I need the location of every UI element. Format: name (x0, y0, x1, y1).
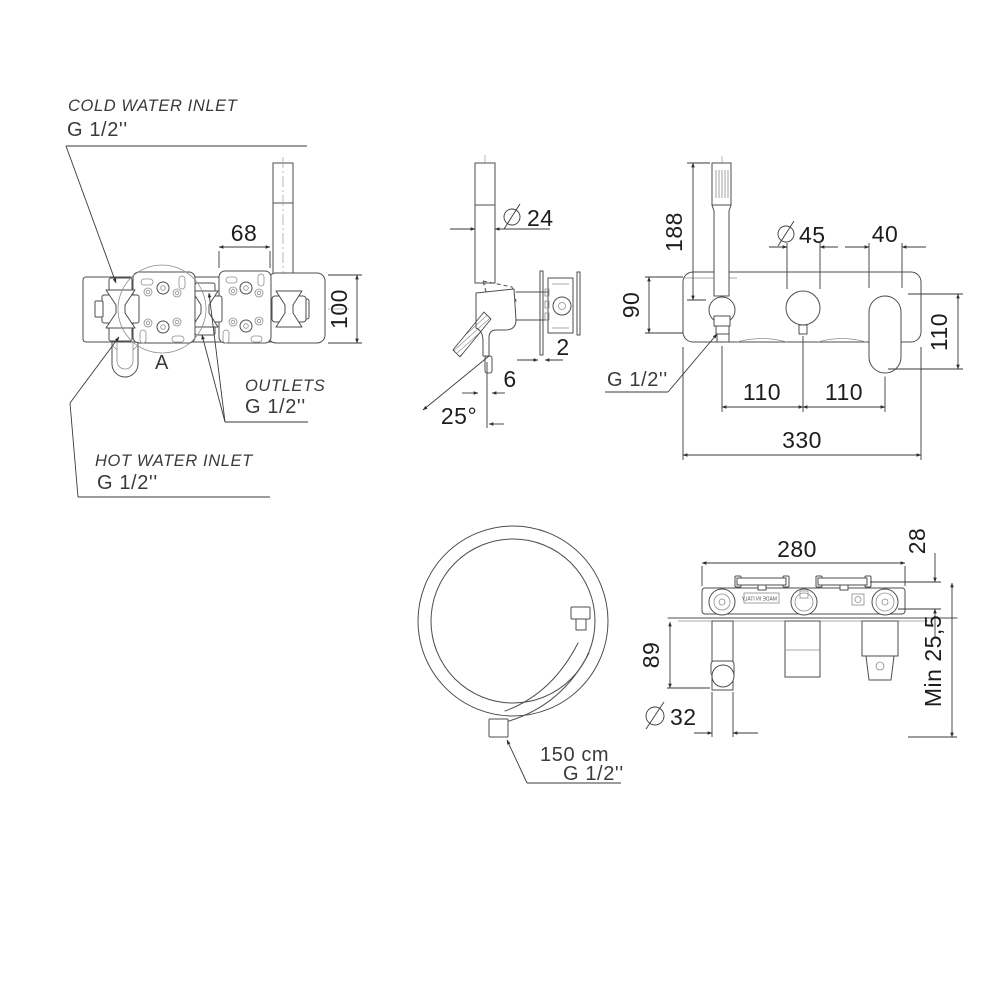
dim-2-text: 2 (556, 334, 570, 360)
spout (869, 296, 901, 373)
detail-label: A (155, 352, 169, 374)
center-port-top (791, 589, 817, 615)
handshower-elbow-below (711, 621, 734, 690)
angle-25-text: 25° (440, 403, 478, 429)
hose-tail (505, 643, 578, 711)
min-depth-text: Min 25,5 (920, 614, 946, 708)
leader-g-half-trim (605, 334, 717, 392)
view-side (423, 155, 580, 429)
hot-water-label: HOT WATER INLET (95, 452, 253, 470)
dim-188-text: 188 (661, 212, 687, 252)
dim-110-vert-text: 110 (926, 312, 952, 352)
hose-fitting-top (571, 607, 590, 630)
hose-length-text: 150 cm (540, 744, 610, 766)
dim-68-text: 68 (230, 220, 258, 246)
view-front-rough-in-body (66, 97, 362, 497)
diameter-icon (778, 221, 794, 246)
dim-90-text: 90 (618, 291, 644, 319)
made-in-italy-text: MADE IN ITALY (741, 596, 777, 603)
dim-280 (702, 536, 905, 586)
dim-45-text: 45 (799, 222, 826, 248)
leader-cold-water-inlet (66, 97, 307, 283)
leader-hose (507, 740, 624, 785)
handshower-tube (273, 157, 293, 280)
hose-fitting-bottom (489, 719, 508, 737)
right-valve-group (268, 273, 325, 343)
dim-40-text: 40 (871, 221, 899, 247)
cold-water-thread: G 1/2'' (67, 119, 128, 141)
outlets-label: OUTLETS (245, 377, 326, 395)
center-valve-below (785, 621, 820, 677)
thread-label: G 1/2'' (607, 369, 668, 391)
dim-110-left-text: 110 (742, 379, 782, 405)
dim-100 (326, 275, 362, 343)
dim-110-110 (722, 336, 885, 412)
dim-24-text: 24 (527, 205, 554, 231)
holder-port-top (709, 589, 735, 615)
view-hose (418, 526, 624, 785)
hose-thread-text: G 1/2'' (563, 763, 624, 785)
dim-110-right-text: 110 (824, 379, 864, 405)
hose-tail (509, 653, 589, 721)
dim-dia-24 (450, 204, 554, 231)
cold-water-label: COLD WATER INLET (68, 97, 238, 115)
dim-min-25-5 (908, 583, 957, 737)
dim-32-text: 32 (670, 704, 697, 730)
view-top (638, 528, 957, 737)
diameter-icon (504, 204, 520, 229)
hose-coil-inner (431, 539, 595, 703)
handshower-tube-side (475, 163, 495, 283)
outlets-thread: G 1/2'' (245, 396, 306, 418)
dim-89 (638, 622, 710, 688)
dim-89-text: 89 (638, 641, 664, 669)
hot-water-pipe (112, 342, 138, 377)
dim-6-text: 6 (503, 366, 517, 392)
mounting-plate-1 (133, 272, 195, 343)
dim-dia-32 (646, 692, 758, 737)
mounting-plate-2 (219, 271, 271, 343)
spout-port-top (872, 589, 898, 615)
view-front-trim (605, 156, 963, 460)
dim-90 (618, 277, 683, 333)
hot-water-thread: G 1/2'' (97, 472, 158, 494)
dim-280-text: 280 (777, 536, 817, 562)
dim-100-text: 100 (326, 289, 352, 329)
handshower (709, 163, 735, 342)
wall-plate-and-valve (516, 271, 580, 355)
spout-connection-below (862, 621, 898, 680)
diameter-icon (646, 702, 664, 729)
leader-hot-water-inlet (70, 337, 270, 497)
dim-68 (219, 220, 270, 268)
dim-330-text: 330 (782, 427, 822, 453)
dim-28-text: 28 (904, 527, 930, 555)
